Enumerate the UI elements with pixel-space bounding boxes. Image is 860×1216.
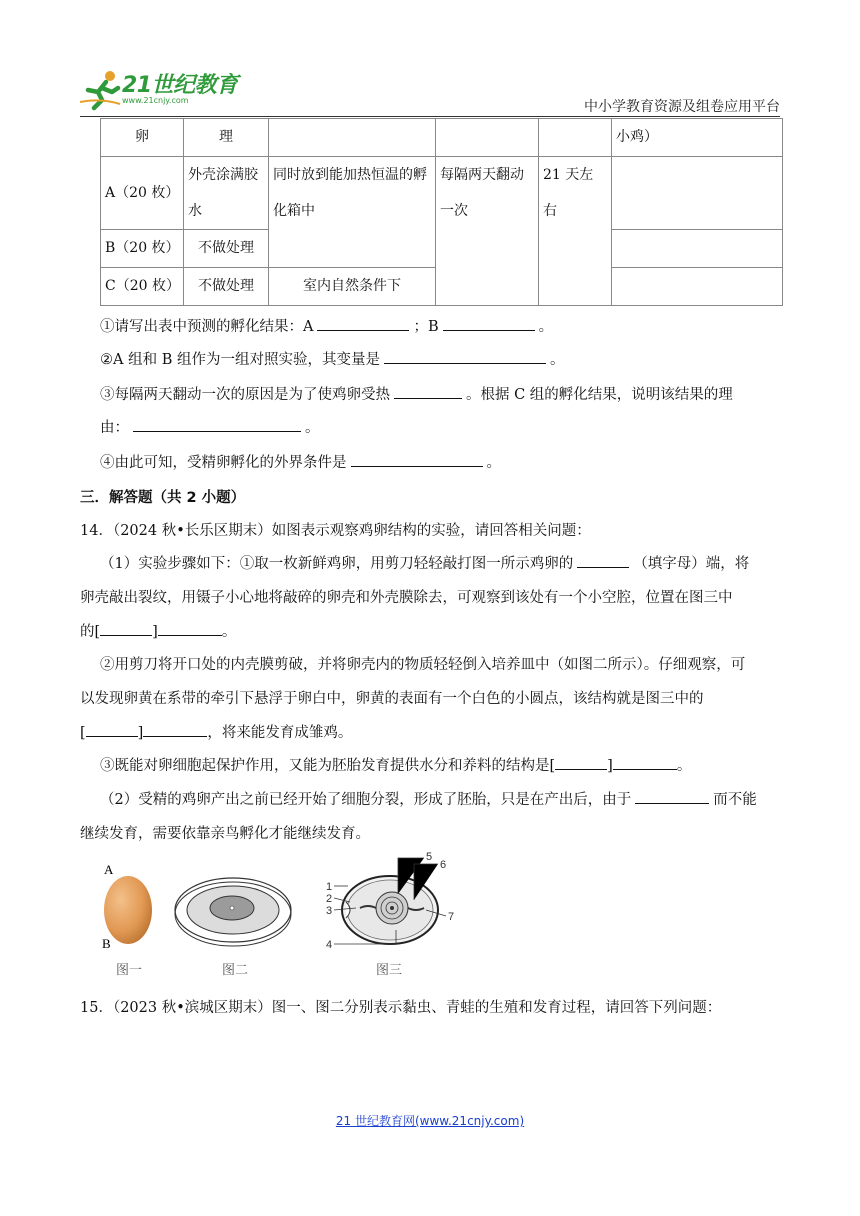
table-cell: 每隔两天翻动一次: [436, 157, 539, 306]
text: 。根据 C 组的孵化结果，说明该结果的理: [466, 387, 733, 403]
text: 。: [221, 624, 237, 640]
figure-3-structure: [326, 851, 454, 977]
text: 由：: [100, 420, 129, 436]
q13-line-4: [100, 451, 501, 472]
answer-blank[interactable]: [443, 316, 535, 331]
end-label-b: B: [102, 936, 111, 951]
table-cell: 理: [184, 119, 269, 157]
answer-blank[interactable]: [158, 621, 222, 636]
table-cell: 21 天左右: [539, 157, 612, 306]
answer-blank[interactable]: [86, 722, 138, 737]
part-number: 3: [326, 905, 333, 917]
table-cell: 外壳涂满胶水: [184, 157, 269, 230]
q14-line: ②用剪刀将开口处的内壳膜剪破，并将卵壳内的物质轻轻倒入培养皿中（如图二所示）。仔细观察，可: [100, 657, 746, 673]
egg-figures: [98, 850, 458, 980]
text: 的[: [80, 624, 101, 640]
table-cell: A（20 枚）: [101, 157, 184, 230]
experiment-table: [100, 118, 783, 306]
q14-line: [100, 552, 749, 573]
text: ①请写出表中预测的孵化结果：A: [100, 319, 314, 335]
result-cell-c[interactable]: [612, 268, 783, 306]
q15-title: 15．（2023 秋•滨城区期末）图一、图二分别表示黏虫、青蛙的生殖和发育过程，请回答下列问题：: [80, 1000, 722, 1016]
q13-line-2: [100, 348, 564, 369]
section-heading: 三．解答题（共 2 小题）: [80, 490, 246, 506]
q14-line: [100, 788, 757, 809]
text: ]: [137, 725, 144, 741]
table-cell: 室内自然条件下: [269, 268, 436, 306]
table-row: [101, 119, 783, 157]
text: （2）受精的鸡卵产出之前已经开始了细胞分裂，形成了胚胎，只是在产出后，由于: [100, 792, 632, 808]
table-row: [101, 157, 783, 230]
answer-blank[interactable]: [555, 755, 607, 770]
platform-title: 中小学教育资源及组卷应用平台: [584, 99, 780, 115]
table-cell: 不做处理: [184, 268, 269, 306]
q13-line-3b: [100, 416, 320, 437]
result-cell-a[interactable]: [612, 157, 783, 230]
figure-1-egg: [102, 862, 152, 977]
table-cell: [269, 119, 436, 157]
q14-line: 以发现卵黄在系带的牵引下悬浮于卵白中，卵黄的表面有一个白色的小圆点，该结构就是图三中的: [80, 691, 704, 707]
text: [: [80, 725, 86, 741]
answer-blank[interactable]: [384, 349, 546, 364]
part-number: 6: [440, 859, 447, 871]
figure-label: 图三: [376, 962, 403, 977]
text: 。: [486, 455, 501, 471]
answer-blank[interactable]: [635, 789, 709, 804]
q14-line: [80, 721, 352, 742]
text: 。: [549, 352, 565, 368]
logo-text: 21世纪教育: [122, 73, 238, 98]
text: （1）实验步骤如下：①取一枚新鲜鸡卵，用剪刀轻轻敲打图一所示鸡卵的: [100, 556, 574, 572]
text: 。: [676, 758, 692, 774]
q14-line: [80, 620, 236, 641]
table-cell: 卵: [101, 119, 184, 157]
result-cell-b[interactable]: [612, 230, 783, 268]
answer-blank[interactable]: [100, 621, 152, 636]
table-cell: 同时放到能加热恒温的孵化箱中: [269, 157, 436, 268]
runner-logo-icon: [80, 68, 124, 112]
site-logo[interactable]: [80, 68, 250, 116]
answer-blank[interactable]: [394, 384, 462, 399]
answer-blank[interactable]: [351, 452, 483, 467]
text: 。: [538, 319, 554, 335]
figure-label: 图一: [116, 962, 143, 977]
q14-line: 继续发育，需要依靠亲鸟孵化才能继续发育。: [80, 826, 370, 842]
part-number: 1: [326, 881, 333, 893]
q14-line: 卵壳敲出裂纹，用镊子小心地将敲碎的卵壳和外壳膜除去，可观察到该处有一个小空腔，位置在图三中: [80, 590, 733, 606]
header-divider: [80, 116, 780, 117]
part-number: 4: [326, 939, 333, 951]
text: （填字母）端，将: [633, 556, 750, 572]
q14-title: 14．（2024 秋•长乐区期末）如图表示观察鸡卵结构的实验，请回答相关问题：: [80, 523, 591, 539]
q13-line-3: [100, 383, 733, 404]
part-number: 2: [326, 893, 333, 905]
page-footer: [0, 1112, 860, 1129]
text: ③既能对卵细胞起保护作用，又能为胚胎发育提供水分和养料的结构是[: [100, 758, 556, 774]
table-cell: C（20 枚）: [101, 268, 184, 306]
text: ]: [152, 624, 158, 640]
text: ③每隔两天翻动一次的原因是为了使鸡卵受热: [100, 387, 390, 403]
footer-link[interactable]: 21 世纪教育网(www.21cnjy.com): [335, 1114, 525, 1128]
text: 。: [305, 420, 320, 436]
table-cell: [539, 119, 612, 157]
page-header: [80, 62, 780, 116]
table-cell: [436, 119, 539, 157]
answer-blank[interactable]: [317, 316, 409, 331]
q14-line: [100, 754, 691, 775]
text: ④由此可知，受精卵孵化的外界条件是: [100, 455, 347, 471]
text: 而不能: [713, 792, 757, 808]
text: ，将来能发育成雏鸡。: [207, 725, 353, 741]
figure-label: 图二: [222, 962, 249, 977]
part-number: 5: [426, 851, 433, 863]
answer-blank[interactable]: [613, 755, 677, 770]
text: ；B: [413, 319, 439, 335]
text: ②A 组和 B 组作为一组对照实验，其变量是: [100, 352, 380, 368]
part-number: 7: [448, 911, 455, 923]
answer-blank[interactable]: [133, 417, 301, 432]
table-cell: B（20 枚）: [101, 230, 184, 268]
logo-url: www.21cnjy.com: [122, 96, 189, 105]
table-cell: 小鸡）: [612, 119, 783, 157]
answer-blank[interactable]: [577, 553, 629, 568]
table-cell: 不做处理: [184, 230, 269, 268]
figure-2-dish: [175, 878, 291, 977]
q13-line-1: [100, 315, 553, 336]
answer-blank[interactable]: [143, 722, 207, 737]
end-label-a: A: [104, 862, 114, 877]
text: ]: [607, 758, 613, 774]
